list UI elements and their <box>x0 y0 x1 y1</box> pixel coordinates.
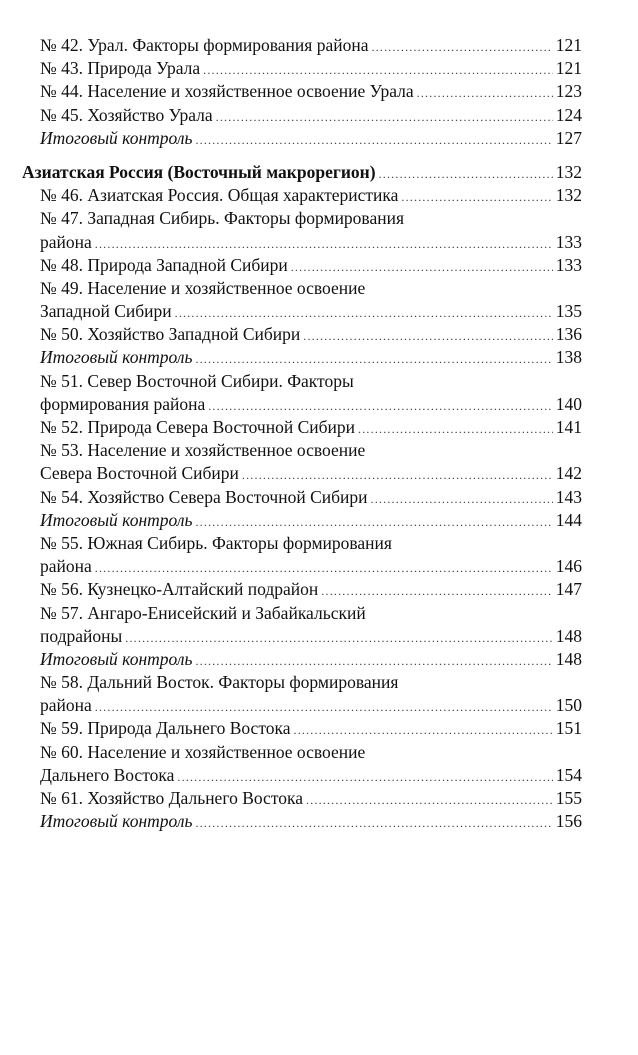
dot-leader <box>358 418 553 441</box>
toc-entry-title: № 46. Азиатская Россия. Общая характеристика <box>40 185 399 206</box>
dot-leader <box>125 627 552 650</box>
toc-entry-title: № 59. Природа Дальнего Востока <box>40 718 291 739</box>
toc-page-number: 147 <box>555 579 582 600</box>
dot-leader <box>195 348 552 371</box>
toc-entry[interactable] <box>22 416 582 439</box>
dot-leader <box>371 36 552 59</box>
table-of-contents <box>22 34 582 844</box>
dot-leader <box>195 511 552 534</box>
toc-entry-line <box>40 34 582 57</box>
toc-entry[interactable] <box>22 34 582 57</box>
toc-entry-title: Дальнего Востока <box>40 764 175 785</box>
toc-entry[interactable] <box>22 370 582 416</box>
toc-entry-title: Итоговый контроль <box>40 509 193 530</box>
toc-page-number: 154 <box>555 764 582 785</box>
toc-entry-title: № 44. Население и хозяйственное освоение Урала <box>40 81 414 102</box>
toc-entry-title: Севера Восточной Сибири <box>40 463 239 484</box>
toc-section <box>22 161 582 833</box>
dot-leader <box>195 650 552 673</box>
toc-entry-line <box>40 80 582 103</box>
toc-entry-title: № 49. Население и хозяйственное освоение <box>40 277 366 298</box>
dot-leader <box>195 812 552 835</box>
toc-entry[interactable] <box>22 207 582 253</box>
toc-page-number: 132 <box>555 161 582 182</box>
toc-entry-title: № 52. Природа Севера Восточной Сибири <box>40 417 356 437</box>
toc-control-entry[interactable] <box>22 509 582 532</box>
toc-entry[interactable] <box>22 671 582 717</box>
dot-leader <box>95 696 553 719</box>
toc-entry-title: № 45. Хозяйство Урала <box>40 104 213 125</box>
toc-entry-title: № 51. Север Восточной Сибири. Факторы <box>40 370 354 391</box>
toc-page-number: 143 <box>555 486 582 507</box>
toc-page-number: 124 <box>555 104 582 125</box>
toc-page-number: 150 <box>555 695 582 716</box>
toc-entry-line <box>40 254 582 277</box>
toc-page-number: 142 <box>555 463 582 484</box>
toc-entry-line <box>40 671 582 694</box>
toc-entry[interactable] <box>22 578 582 601</box>
toc-entry[interactable] <box>22 104 582 127</box>
toc-page-number: 148 <box>555 625 582 646</box>
toc-entry[interactable] <box>22 323 582 346</box>
toc-entry-title: № 53. Население и хозяйственное освоение <box>40 440 366 461</box>
toc-entry-line <box>40 439 582 462</box>
dot-leader <box>291 256 553 279</box>
dot-leader <box>95 557 553 580</box>
toc-entry-title: № 54. Хозяйство Севера Восточной Сибири <box>40 486 368 507</box>
toc-entry-title: района <box>40 231 92 252</box>
toc-entry-line <box>40 741 582 764</box>
toc-entry-line <box>40 532 582 555</box>
dot-leader <box>195 129 552 152</box>
toc-entry-line <box>40 717 582 740</box>
dot-leader <box>417 82 553 105</box>
dot-leader <box>401 186 552 209</box>
dot-leader <box>242 464 553 487</box>
toc-entry-line <box>40 104 582 127</box>
toc-page-number: 144 <box>555 509 582 530</box>
toc-entry-line <box>40 625 582 648</box>
toc-page-number: 155 <box>555 788 582 808</box>
dot-leader <box>303 325 553 348</box>
toc-page-number: 138 <box>555 347 582 368</box>
toc-entry-title: Азиатская Россия (Восточный макрорегион) <box>22 161 376 182</box>
toc-entry-line <box>40 127 582 150</box>
toc-entry[interactable] <box>22 254 582 277</box>
toc-page-number: 121 <box>555 35 582 55</box>
toc-entry-line <box>40 231 582 254</box>
toc-entry-line <box>40 555 582 578</box>
dot-leader <box>203 59 553 82</box>
toc-control-entry[interactable] <box>22 810 582 833</box>
toc-page-number: 121 <box>555 58 582 79</box>
toc-page-number: 141 <box>555 417 582 437</box>
toc-entry[interactable] <box>22 184 582 207</box>
toc-page-number: 140 <box>555 393 582 414</box>
dot-leader <box>175 302 553 325</box>
toc-page-number: 135 <box>555 301 582 322</box>
toc-page-number: 133 <box>555 254 582 275</box>
toc-entry-title: № 58. Дальний Восток. Факторы формирования <box>40 672 399 693</box>
toc-control-entry[interactable] <box>22 127 582 150</box>
toc-entry-title: № 57. Ангаро-Енисейский и Забайкальский <box>40 602 366 623</box>
toc-entry-line <box>40 300 582 323</box>
dot-leader <box>216 106 553 129</box>
toc-entry-line <box>40 346 582 369</box>
toc-entry-title: Итоговый контроль <box>40 648 193 669</box>
toc-entry-line <box>40 694 582 717</box>
toc-section <box>22 34 582 150</box>
toc-entry-line <box>40 393 582 416</box>
toc-entry-line <box>40 764 582 787</box>
dot-leader <box>321 580 552 603</box>
toc-entry[interactable] <box>22 80 582 103</box>
toc-entry-title: № 61. Хозяйство Дальнего Востока <box>40 788 303 808</box>
toc-entry-line <box>40 184 582 207</box>
toc-entry-title: Западной Сибири <box>40 301 172 322</box>
toc-entry-line <box>22 161 582 184</box>
toc-entry-title: № 48. Природа Западной Сибири <box>40 254 288 275</box>
toc-entry-title: № 47. Западная Сибирь. Факторы формирования <box>40 208 405 229</box>
dot-leader <box>379 163 553 186</box>
toc-page-number: 146 <box>555 556 582 577</box>
dot-leader <box>95 233 553 256</box>
toc-entry-title: № 42. Урал. Факторы формирования района <box>40 35 369 55</box>
dot-leader <box>208 395 553 418</box>
toc-entry[interactable] <box>22 57 582 80</box>
toc-entry-line <box>40 787 582 810</box>
toc-entry-title: Итоговый контроль <box>40 811 193 832</box>
dot-leader <box>177 766 552 789</box>
toc-entry[interactable] <box>22 439 582 485</box>
toc-page-number: 123 <box>555 81 582 102</box>
toc-entry-line <box>40 207 582 230</box>
toc-entry-line <box>40 509 582 532</box>
toc-entry-title: района <box>40 556 92 577</box>
toc-entry-line <box>40 578 582 601</box>
toc-entry[interactable] <box>22 277 582 323</box>
toc-page-number: 156 <box>555 811 582 832</box>
toc-entry-line <box>40 602 582 625</box>
toc-entry-line <box>40 462 582 485</box>
toc-entry-line <box>40 486 582 509</box>
toc-entry-title: № 56. Кузнецко-Алтайский подрайон <box>40 579 319 600</box>
toc-entry[interactable] <box>22 532 582 578</box>
toc-entry-title: района <box>40 695 92 716</box>
dot-leader <box>294 719 553 742</box>
toc-entry-title: подрайоны <box>40 625 123 646</box>
toc-control-entry[interactable] <box>22 648 582 671</box>
toc-page-number: 148 <box>555 648 582 669</box>
toc-entry[interactable] <box>22 602 582 648</box>
toc-entry-line <box>40 416 582 439</box>
toc-entry-title: формирования района <box>40 393 206 414</box>
toc-entry[interactable] <box>22 486 582 509</box>
toc-entry[interactable] <box>22 741 582 787</box>
toc-entry-line <box>40 810 582 833</box>
toc-entry-line <box>40 57 582 80</box>
toc-entry-line <box>40 277 582 300</box>
toc-entry-line <box>40 648 582 671</box>
toc-entry-title: № 43. Природа Урала <box>40 58 201 79</box>
toc-entry-line <box>40 323 582 346</box>
toc-entry-title: № 55. Южная Сибирь. Факторы формирования <box>40 532 392 553</box>
toc-page-number: 136 <box>555 324 582 345</box>
dot-leader <box>371 488 553 511</box>
toc-entry-title: № 60. Население и хозяйственное освоение <box>40 741 366 762</box>
toc-entry-title: № 50. Хозяйство Западной Сибири <box>40 324 301 345</box>
toc-section-heading[interactable] <box>22 161 582 184</box>
toc-page-number: 132 <box>555 185 582 206</box>
dot-leader <box>306 789 553 812</box>
toc-page-number: 127 <box>555 127 582 148</box>
toc-page-number: 151 <box>555 718 582 739</box>
toc-control-entry[interactable] <box>22 346 582 369</box>
toc-page-number: 133 <box>555 231 582 252</box>
toc-entry[interactable] <box>22 717 582 740</box>
toc-entry-title: Итоговый контроль <box>40 347 193 368</box>
toc-entry-title: Итоговый контроль <box>40 127 193 148</box>
toc-entry-line <box>40 370 582 393</box>
toc-entry[interactable] <box>22 787 582 810</box>
